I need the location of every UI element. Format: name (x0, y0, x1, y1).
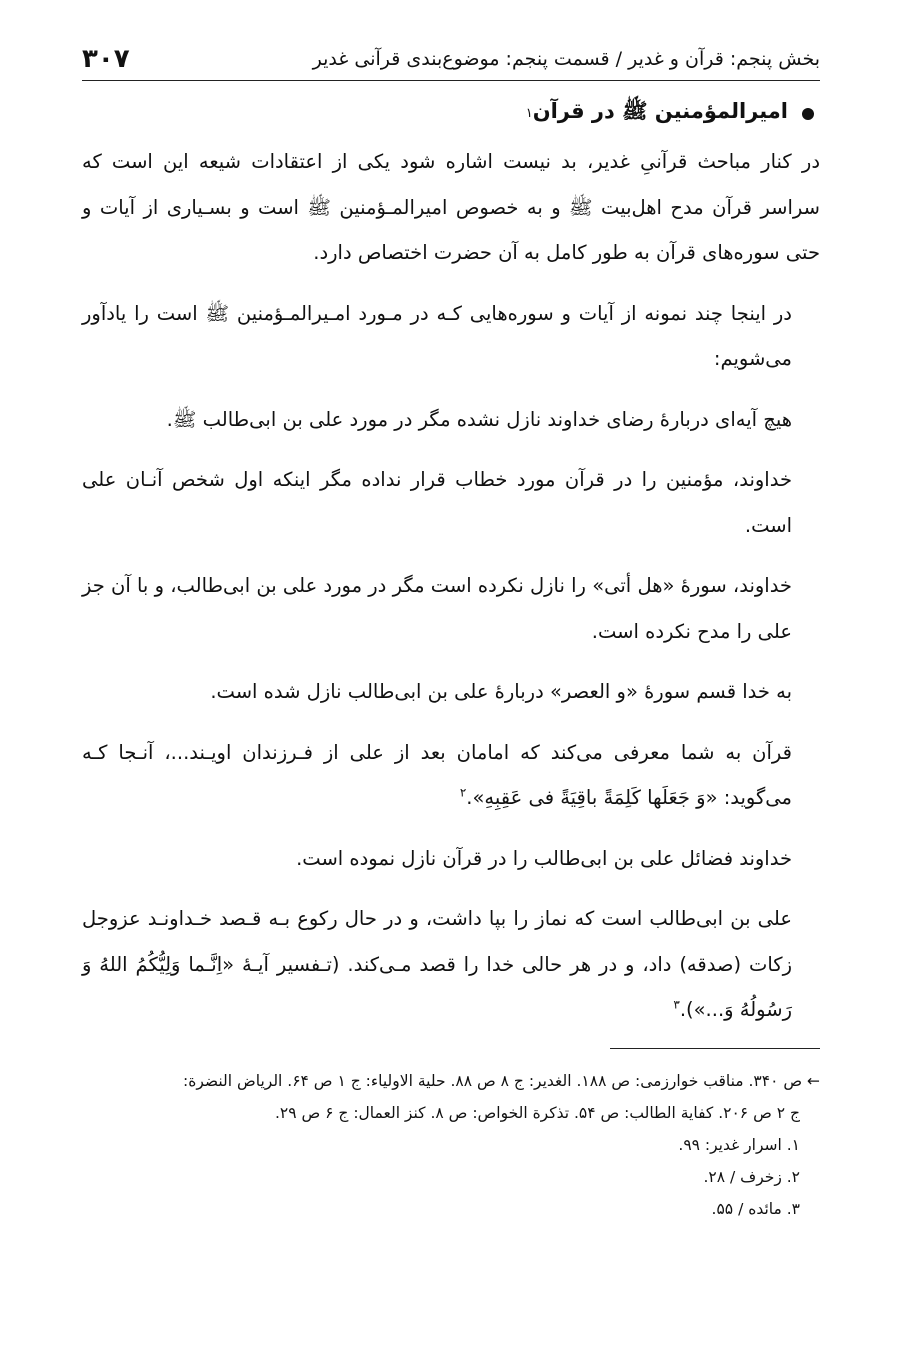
footnote-continued: ← ص ۳۴۰. مناقب خوارزمی: ص ۱۸۸. الغدیر: ج ۸ ص ۸۸. حلیة الاولیاء: ج ۱ ص ۶۴. الریاض النضرة: (183, 1072, 820, 1090)
bullet-icon (802, 108, 814, 120)
paragraph: علی بن ابی‌طالب است که نماز را بپا داشت، و در حال رکوع بـه قـصد خـداونـد عزوجل زکات (صدقه) داد، و در هر حالی خدا را قصد مـی‌کند. (تـفسیر آیـهٔ «اِنَّـما وَلِیُّکُمُ اللهُ وَ رَسُولُهُ وَ...»).$^۳$ (82, 907, 792, 1021)
running-header (82, 36, 820, 81)
paragraph: خداوند، سورهٔ «هل أتی» را نازل نکرده است مگر در مورد علی بن ابی‌طالب، و با آن جز علی را مدح نکرده است. (82, 574, 792, 643)
paragraph: خداوند، مؤمنین را در قرآن مورد خطاب قرار نداده مگر اینکه اول شخص آنـان علی است. (82, 468, 792, 537)
heading-footnote-ref: ۱ (525, 106, 533, 121)
footnote-ref: ۲ (459, 785, 467, 800)
paragraph: به خدا قسم سورهٔ «و العصر» دربارهٔ علی بن ابی‌طالب نازل شده است. (210, 680, 792, 703)
section-heading (82, 98, 820, 129)
page-body (82, 98, 820, 1225)
paragraph: در کنار مباحث قرآنیِ غدیر، بد نیست اشاره شود یکی از اعتقادات شیعه این است که سراسر قرآن مدح اهل‌بیت ﷺ و به خصوص امیرالمـؤمنین ﷺ است و بسـیاری از آیات و حتی سوره‌های قرآن به طور کامل به آن حضرت اختصاص دارد. (82, 150, 820, 264)
footnote-ref: ۳ (673, 997, 680, 1012)
footnotes (82, 1065, 820, 1225)
paragraph: در اینجا چند نمونه از آیات و سوره‌هایی کـه در مـورد امـیرالمـؤمنین ﷺ است را یادآور می‌شویم: (82, 301, 792, 370)
heading-text: امیرالمؤمنین ﷺ در قرآن (532, 99, 788, 123)
footnote: ۱. اسرار غدیر: ۹۹. (678, 1136, 800, 1154)
paragraph: قرآن به شما معرفی می‌کند که امامان بعد از علی از فـرزندان اویـند...، آنـجا کـه می‌گوید: «وَ جَعَلَها کَلِمَةً باقِیَةً فی عَقِبِهِ».$^۲$ (82, 740, 792, 809)
paragraph: خداوند فضائل علی بن ابی‌طالب را در قرآن نازل نموده است. (296, 846, 792, 870)
header-title: بخش پنجم: قرآن و غدیر / قسمت پنجم: موضوع‌بندی قرآنی غدیر (312, 48, 820, 70)
footnote: ۳. مائده / ۵۵. (711, 1200, 800, 1218)
footnote-continued: ج ۲ ص ۲۰۶. کفایة الطالب: ص ۵۴. تذکرة الخواص: ص ۸. کنز العمال: ج ۶ ص ۲۹. (274, 1104, 800, 1122)
page-number: ۳۰۷ (82, 44, 130, 74)
footnote-separator (610, 1048, 820, 1050)
paragraph: هیچ آیه‌ای دربارهٔ رضای خداوند نازل نشده مگر در مورد علی بن ابی‌طالب ﷺ. (166, 407, 792, 431)
footnote: ۲. زخرف / ۲۸. (703, 1168, 800, 1186)
